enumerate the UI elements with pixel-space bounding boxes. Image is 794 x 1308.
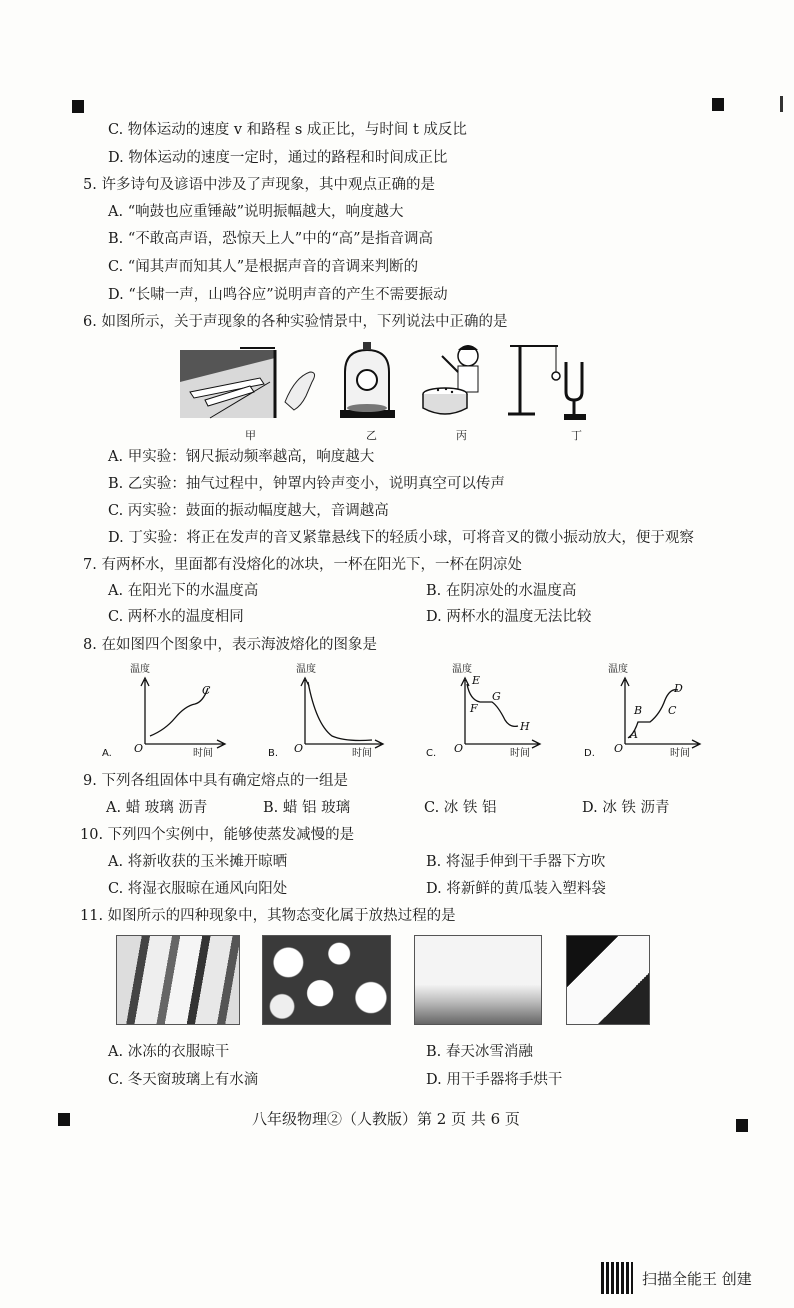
graph-c-origin: O (454, 742, 464, 755)
graph-c-point-h: H (520, 720, 530, 733)
registration-mark (72, 100, 84, 113)
q9-option-c: C. 冰 铁 铝 (424, 800, 497, 816)
q7-option-a: A. 在阳光下的水温度高 (108, 583, 259, 599)
graph-a-ylabel: 温度 (130, 664, 150, 675)
q7-option-c: C. 两杯水的温度相同 (108, 609, 244, 625)
q4-option-c: C. 物体运动的速度 v 和路程 s 成正比，与时间 t 成反比 (108, 122, 467, 138)
graph-b-letter: B. (268, 748, 279, 759)
q10-option-b: B. 将湿手伸到干手器下方吹 (426, 854, 606, 870)
q9-option-a: A. 蜡 玻璃 沥青 (106, 800, 208, 816)
edge-mark (780, 96, 783, 112)
q9-option-b: B. 蜡 铝 玻璃 (263, 800, 351, 816)
graph-c (426, 662, 540, 759)
ruler-experiment-figure (180, 348, 315, 418)
q6-experiment-figures (180, 342, 610, 424)
qr-code-icon (601, 1262, 633, 1294)
figure-label-ding: 丁 (571, 429, 582, 442)
q11-option-d: D. 用干手器将手烘干 (426, 1072, 563, 1088)
q5-option-b: B. “不敢高声语，恐惊天上人”中的“高”是指音调高 (108, 231, 434, 247)
graph-d-point-a: A (630, 728, 638, 741)
graph-d-letter: D. (584, 748, 595, 759)
tuning-fork-figure (508, 346, 586, 420)
graph-d-origin: O (614, 742, 624, 755)
q5-option-c: C. “闻其声而知其人”是根据声音的音调来判断的 (108, 259, 419, 275)
figure-label-yi: 乙 (366, 429, 377, 442)
registration-mark (58, 1113, 70, 1126)
graph-d-xlabel: 时间 (670, 748, 690, 759)
q8-graphs (100, 660, 720, 760)
graph-c-ylabel: 温度 (452, 664, 472, 675)
graph-a-origin: O (134, 742, 144, 755)
figure-label-bing: 丙 (456, 429, 467, 442)
q11-option-c: C. 冬天窗玻璃上有水滴 (108, 1072, 259, 1088)
q11-stem: 11. 如图所示的四种现象中，其物态变化属于放热过程的是 (80, 908, 456, 924)
q10-option-d: D. 将新鲜的黄瓜装入塑料袋 (426, 881, 606, 897)
graph-a (102, 662, 225, 759)
graph-b (268, 662, 383, 759)
q10-option-c: C. 将湿衣服晾在通风向阳处 (108, 881, 288, 897)
page-footer: 八年级物理②（人教版）第 2 页 共 6 页 (252, 1110, 520, 1128)
q10-option-a: A. 将新收获的玉米摊开晾晒 (108, 854, 288, 870)
graph-a-point-c: C (202, 684, 211, 697)
scanner-watermark: 扫描全能王 创建 (642, 1270, 752, 1288)
q10-stem: 10. 下列四个实例中，能够使蒸发减慢的是 (80, 827, 355, 843)
q5-option-a: A. “响鼓也应重锤敲”说明振幅越大，响度越大 (108, 204, 404, 220)
graph-a-xlabel: 时间 (193, 748, 213, 759)
graph-b-xlabel: 时间 (352, 748, 372, 759)
melting-snow-photo (262, 935, 391, 1025)
graph-b-origin: O (294, 742, 304, 755)
q8-stem: 8. 在如图四个图象中，表示海波熔化的图象是 (83, 637, 377, 653)
graph-c-letter: C. (426, 748, 437, 759)
q9-stem: 9. 下列各组固体中具有确定熔点的一组是 (83, 773, 348, 789)
bell-jar-figure (340, 342, 395, 418)
graph-c-xlabel: 时间 (510, 748, 530, 759)
q6-option-d: D. 丁实验：将正在发声的音叉紧靠悬线下的轻质小球，可将音叉的微小振动放大，便于观察 (108, 530, 694, 546)
registration-mark (736, 1119, 748, 1132)
graph-d-ylabel: 温度 (608, 664, 628, 675)
figure-label-jia: 甲 (245, 429, 256, 442)
graph-c-point-e: E (472, 674, 481, 687)
graph-d-point-c: C (668, 704, 677, 717)
q6-option-a: A. 甲实验：钢尺振动频率越高，响度越大 (108, 449, 375, 465)
q11-option-a: A. 冰冻的衣服晾干 (108, 1044, 230, 1060)
q9-option-d: D. 冰 铁 沥青 (582, 800, 670, 816)
hand-dryer-photo (566, 935, 650, 1025)
q6-stem: 6. 如图所示，关于声现象的各种实验情景中，下列说法中正确的是 (83, 314, 508, 330)
graph-d-point-b: B (634, 704, 643, 717)
graph-d (584, 662, 700, 759)
frozen-clothes-photo (116, 935, 240, 1025)
q7-option-d: D. 两杯水的温度无法比较 (426, 609, 592, 625)
graph-c-point-g: G (492, 690, 501, 703)
graph-c-point-f: F (470, 702, 478, 715)
graph-a-letter: A. (102, 748, 112, 759)
q5-stem: 5. 许多诗句及谚语中涉及了声现象，其中观点正确的是 (83, 177, 435, 193)
q7-stem: 7. 有两杯水，里面都有没熔化的冰块，一杯在阳光下，一杯在阴凉处 (83, 557, 522, 573)
q11-option-b: B. 春天冰雪消融 (426, 1044, 533, 1060)
q6-option-b: B. 乙实验：抽气过程中，钟罩内铃声变小，说明真空可以传声 (108, 476, 505, 492)
graph-b-ylabel: 温度 (296, 664, 316, 675)
q4-option-d: D. 物体运动的速度一定时，通过的路程和时间成正比 (108, 150, 448, 166)
drum-experiment-figure (423, 345, 478, 414)
q7-option-b: B. 在阴凉处的水温度高 (426, 583, 577, 599)
window-droplets-photo (414, 935, 542, 1025)
graph-d-point-d: D (674, 682, 683, 695)
q6-option-c: C. 丙实验：鼓面的振动幅度越大，音调越高 (108, 503, 389, 519)
registration-mark (712, 98, 724, 111)
q5-option-d: D. “长啸一声，山鸣谷应”说明声音的产生不需要振动 (108, 287, 448, 303)
